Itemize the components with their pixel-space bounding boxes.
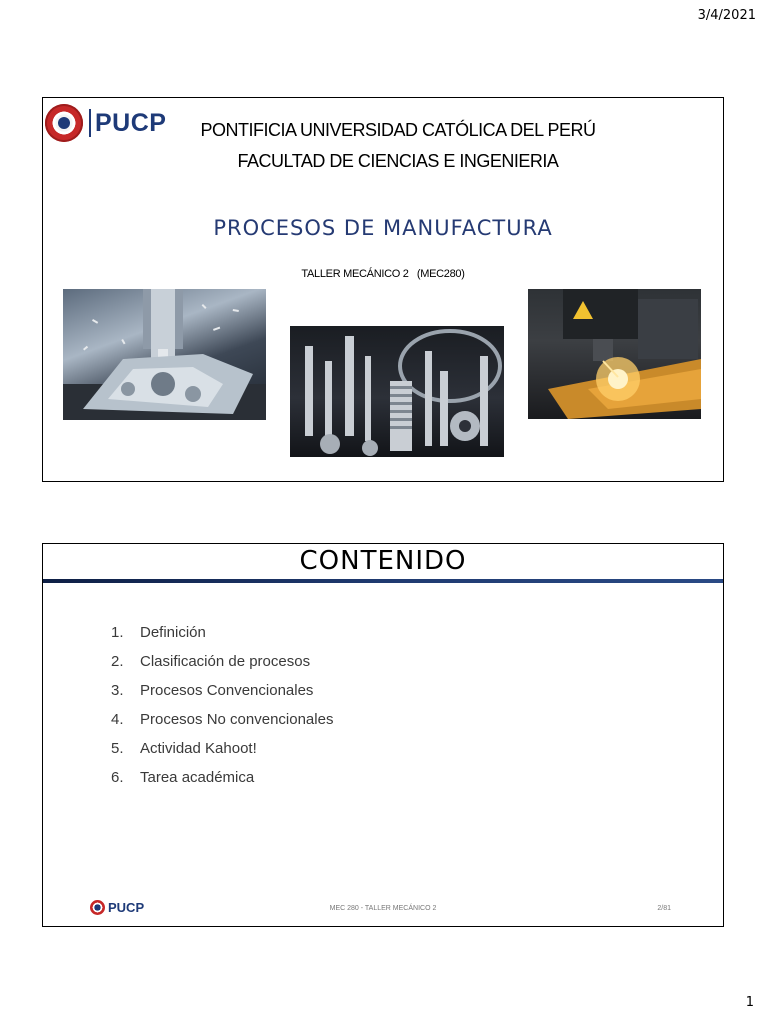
agenda-item-number: 1. (111, 624, 124, 641)
faculty-name: FACULTAD DE CIENCIAS E INGENIERIA (237, 151, 559, 171)
logo-text: PUCP (95, 108, 167, 137)
agenda-item-label: Procesos No convencionales (140, 711, 334, 728)
university-name: PONTIFICIA UNIVERSIDAD CATÓLICA DEL PERÚ (200, 120, 596, 140)
machined-parts-photo (290, 326, 504, 457)
agenda-item-label: Tarea académica (140, 769, 255, 786)
agenda-item-label: Procesos Convencionales (140, 682, 314, 699)
agenda-item (111, 624, 333, 653)
agenda-list (111, 624, 333, 798)
agenda-item-number: 3. (111, 682, 124, 699)
agenda-item-label: Actividad Kahoot! (140, 740, 257, 757)
agenda-item-number: 5. (111, 740, 124, 757)
agenda-item (111, 740, 333, 769)
page-date: 3/4/2021 (697, 8, 756, 23)
title-divider (43, 579, 723, 583)
agenda-item-label: Clasificación de procesos (140, 653, 311, 670)
footer-slide-number: 2/81 (657, 905, 671, 912)
agenda-item (111, 769, 333, 798)
agenda-item (111, 682, 333, 711)
page-number: 1 (745, 995, 754, 1010)
laser-cutting-photo (528, 289, 701, 419)
footer-course: MEC 280 - TALLER MECÁNICO 2 (329, 905, 437, 912)
university-seal-icon (45, 104, 83, 142)
agenda-item-number: 2. (111, 653, 124, 670)
contents-slide (42, 543, 724, 927)
agenda-item-label: Definición (140, 624, 206, 641)
footer-logo-text: PUCP (108, 900, 145, 915)
course-title: PROCESOS DE MANUFACTURA (213, 216, 553, 240)
agenda-item-number: 6. (111, 769, 124, 786)
title-slide (42, 97, 724, 482)
contents-title: CONTENIDO (299, 546, 467, 576)
course-code: TALLER MECÁNICO 2 (MEC280) (301, 268, 465, 280)
agenda-item (111, 711, 333, 740)
agenda-item (111, 653, 333, 682)
logo-divider (89, 109, 91, 137)
agenda-item-number: 4. (111, 711, 124, 728)
cnc-milling-photo (63, 289, 266, 420)
